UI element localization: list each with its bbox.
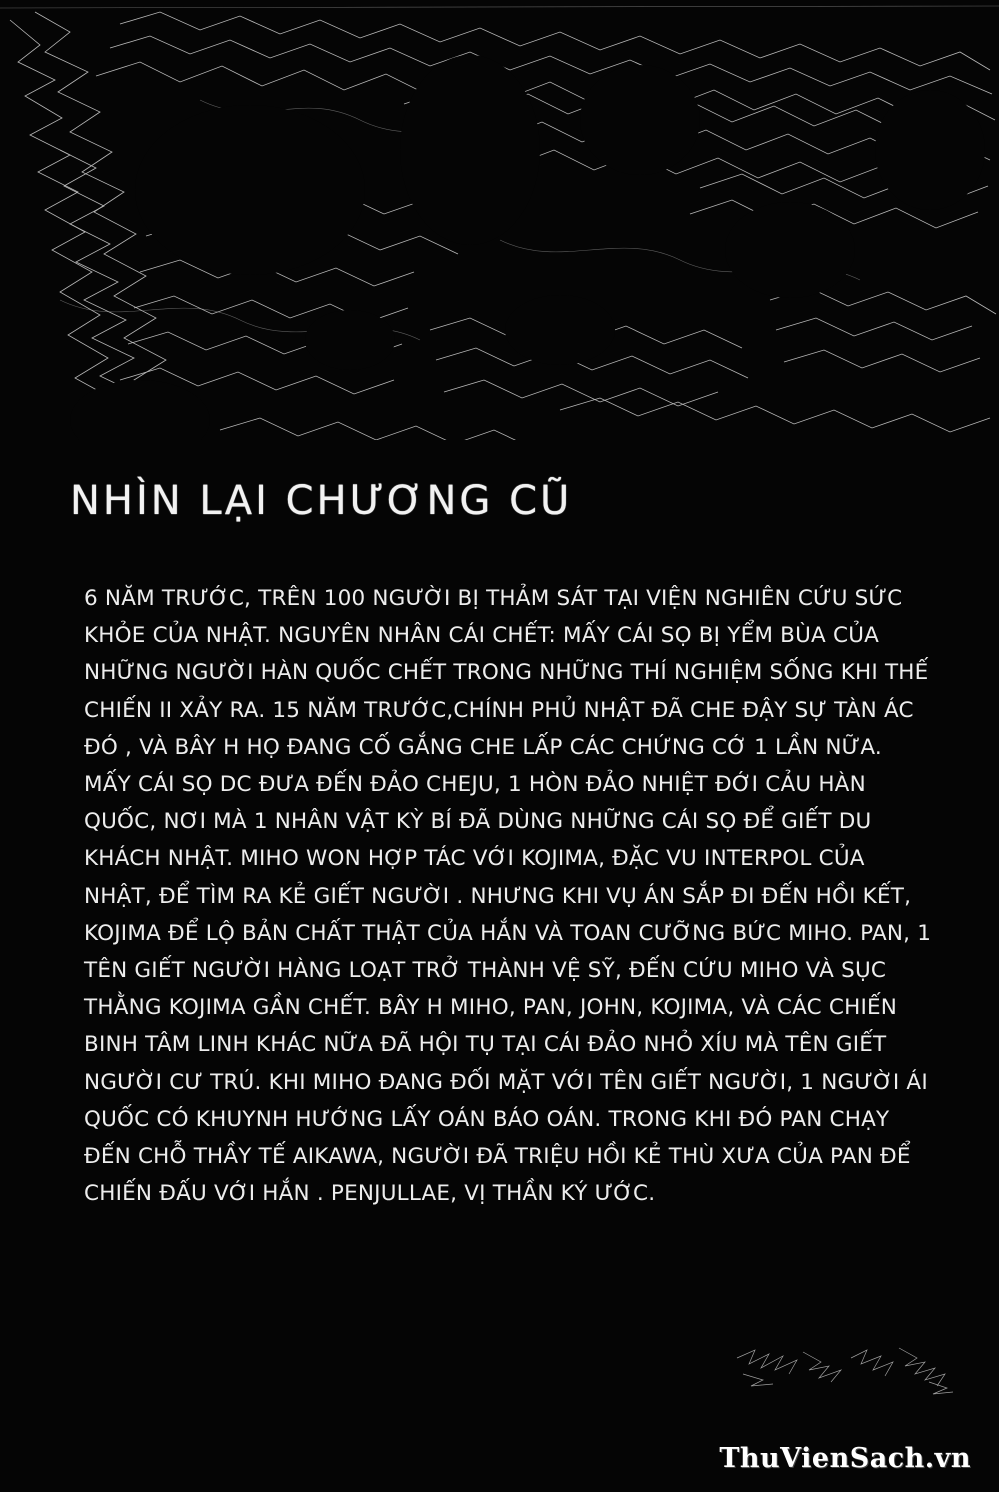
watermark: ThuVienSach.vn	[719, 1443, 971, 1474]
recap-paragraph: 6 NĂM TRƯỚC, TRÊN 100 NGƯỜI BỊ THẢM SÁT TẠI VIỆN NGHIÊN CỨU SỨC KHỎE CỦA NHẬT. NGUYÊN NHÂN CÁI CHẾT: MẤY CÁI SỌ BỊ YỂM BÙA CỦA NHỮNG NGƯỜI HÀN QUỐC CHẾT TRONG NHỮNG THÍ NGHIỆM SỐNG KHI THẾ CHIẾN II XẢY RA. 15 NĂM TRƯỚC,CHÍNH PHỦ NHẬT ĐÃ CHE ĐẬY SỰ TÀN ÁC ĐÓ , VÀ BÂY H HỌ ĐANG CỐ GẮNG CHE LẤP CÁC CHỨNG CỚ 1 LẦN NỮA. MẤY CÁI SỌ DC ĐƯA ĐẾN ĐẢO CHEJU, 1 HÒN ĐẢO NHIỆT ĐỚI CẢU HÀN QUỐC, NƠI MÀ 1 NHÂN VẬT KỲ BÍ ĐÃ DÙNG NHỮNG CÁI SỌ ĐỂ GIẾT DU KHÁCH NHẬT. MIHO WON HỢP TÁC VỚI KOJIMA, ĐẶC VU INTERPOL CỦA NHẬT, ĐỂ TÌM RA KẺ GIẾT NGƯỜI . NHƯNG KHI VỤ ÁN SẮP ĐI ĐẾN HỒI KẾT, KOJIMA ĐỂ LỘ BẢN CHẤT THẬT CỦA HẮN VÀ TOAN CƯỠNG BỨC MIHO. PAN, 1 TÊN GIẾT NGƯỜI HÀNG LOẠT TRỞ THÀNH VỆ SỸ, ĐẾN CỨU MIHO VÀ SỤC THẰNG KOJIMA GẦN CHẾT. BÂY H MIHO, PAN, JOHN, KOJIMA, VÀ CÁC CHIẾN BINH TÂM LINH KHÁC NỮA ĐÃ HỘI TỤ TẠI CÁI ĐẢO NHỎ XÍU MÀ TÊN GIẾT NGƯỜI CƯ TRÚ. KHI MIHO ĐANG ĐỐI MẶT VỚI TÊN GIẾT NGƯỜI, 1 NGƯỜI ÁI QUỐC CÓ KHUYNH HƯỚNG LẤY OÁN BÁO OÁN. TRONG KHI ĐÓ PAN CHẠY ĐẾN CHỖ THẦY TẾ AIKAWA, NGƯỜI ĐÃ TRIỆU HỒI KẺ THÙ XƯA CỦA PAN ĐỂ CHIẾN ĐẤU VỚI HẮN . PENJULLAE, VỊ THẦN KÝ ƯỚC.	[84, 586, 939, 1207]
scratchy-ink-texture	[0, 0, 999, 470]
page-title: NHÌN LẠI CHƯƠNG CŨ	[70, 478, 573, 524]
small-scratch-mark	[733, 1340, 963, 1400]
